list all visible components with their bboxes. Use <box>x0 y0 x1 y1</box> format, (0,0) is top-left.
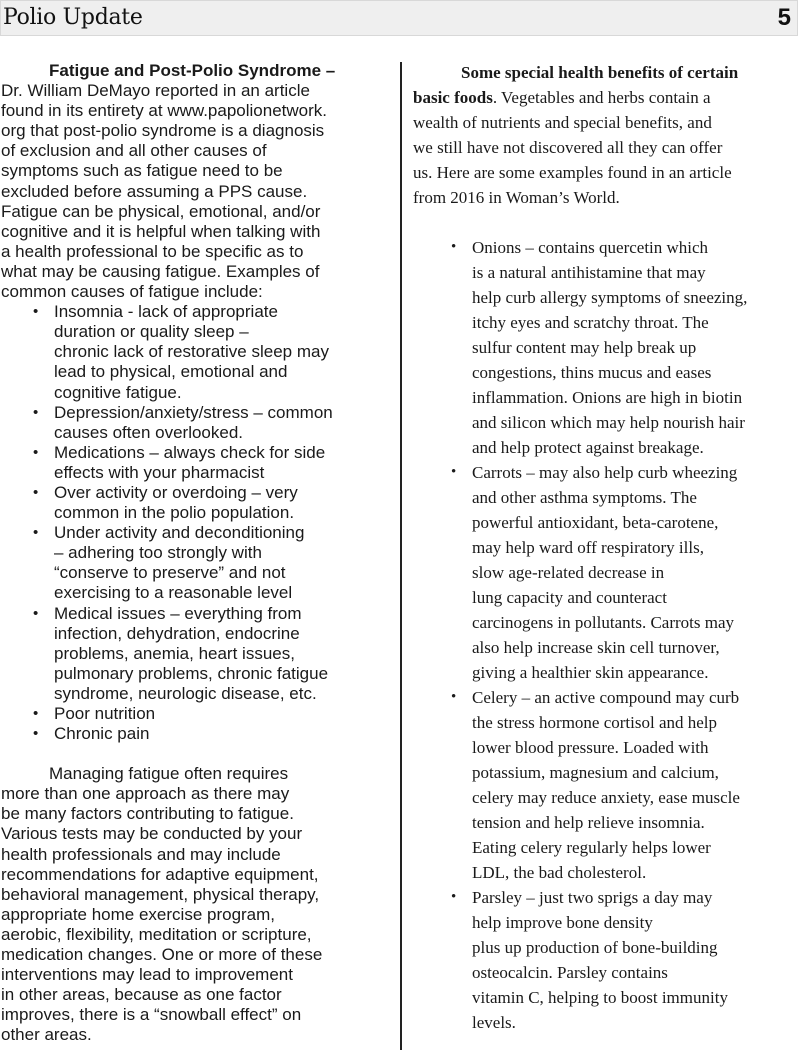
text-line: health professionals and may include <box>1 844 281 864</box>
text-line: carcinogens in pollutants. Carrots may <box>472 613 735 632</box>
text-line: of exclusion and all other causes of <box>1 141 267 161</box>
text-line: Eating celery regularly helps lower <box>472 838 711 857</box>
fatigue-cause-item <box>33 523 391 603</box>
text-line: common in the polio population. <box>54 503 295 523</box>
text-line: itchy eyes and scratchy throat. The <box>472 313 709 332</box>
text-line: in other areas, because as one factor <box>1 985 282 1005</box>
text-line: tension and help relieve insomnia. <box>472 813 705 832</box>
text-line: plus up production of bone-building <box>472 938 718 957</box>
text-line: and help protect against breakage. <box>472 438 704 457</box>
text-line: a health professional to be specific as to <box>1 241 304 261</box>
text-line: excluded before assuming a PPS cause. <box>1 181 308 201</box>
left-column <box>1 61 391 1046</box>
right-column <box>413 60 798 1035</box>
food-benefit-item <box>451 885 798 1035</box>
text-line: lead to physical, emotional and <box>54 362 288 382</box>
fatigue-cause-item <box>33 704 391 724</box>
text-line: slow age-related decrease in <box>472 563 665 582</box>
text-line: Insomnia - lack of appropriate <box>54 302 278 322</box>
text-line: Parsley – just two sprigs a day may <box>472 888 713 907</box>
foods-article-intro: Some special health benefits of certain basic foods. Vegetables and herbs contain a wealth of nutrients and special benefits, and we still have not discovered all they can offer us. Here are some examples found in an article from 2016 in Woman’s World. <box>413 63 739 207</box>
text-line: Various tests may be conducted by your <box>1 824 303 844</box>
text-line: what may be causing fatigue. Examples of <box>1 261 320 281</box>
newsletter-title: Polio Update <box>3 5 143 30</box>
text-line: may help ward off respiratory ills, <box>472 538 704 557</box>
text-line: recommendations for adaptive equipment, <box>1 864 319 884</box>
text-line: common causes of fatigue include: <box>1 282 263 302</box>
foods-benefits-list <box>413 235 798 1035</box>
food-benefit-item <box>451 235 798 460</box>
text-line: wealth of nutrients and special benefits, and <box>413 113 712 132</box>
text-line: org that post-polio syndrome is a diagnosis <box>1 121 325 141</box>
text-line: also help increase skin cell turnover, <box>472 638 720 657</box>
text-line: infection, dehydration, endocrine <box>54 623 300 643</box>
column-divider <box>400 62 402 1050</box>
text-line: help improve bone density <box>472 913 653 932</box>
page-number: 5 <box>777 4 791 31</box>
text-line: giving a healthier skin appearance. <box>472 663 709 682</box>
text-line: Depression/anxiety/stress – common <box>54 402 333 422</box>
text-line: duration or quality sleep – <box>54 322 249 342</box>
food-benefit-item <box>451 460 798 685</box>
fatigue-article-intro <box>1 61 391 302</box>
text-line: powerful antioxidant, beta-carotene, <box>472 513 719 532</box>
text-line: causes often overlooked. <box>54 422 244 442</box>
text-line: inflammation. Onions are high in biotin <box>472 388 743 407</box>
text-line: Dr. William DeMayo reported in an article <box>1 81 310 101</box>
text-line: Under activity and deconditioning <box>54 523 305 543</box>
foods-article-title: Some special health benefits of certain basic foods <box>413 63 739 107</box>
text-line: Onions – contains quercetin which <box>472 238 709 257</box>
text-line: congestions, thins mucus and eases <box>472 363 712 382</box>
text-line: Chronic pain <box>54 724 150 744</box>
text-line: other areas. <box>1 1025 92 1045</box>
fatigue-cause-item <box>33 483 391 523</box>
text-line: from 2016 in Woman’s World. <box>413 188 620 207</box>
fatigue-cause-item <box>33 443 391 483</box>
text-line: celery may reduce anxiety, ease muscle <box>472 788 740 807</box>
text-line: Medical issues – everything from <box>54 603 302 623</box>
text-line: chronic lack of restorative sleep may <box>54 342 329 362</box>
managing-fatigue-paragraph <box>1 764 391 1045</box>
text-line: LDL, the bad cholesterol. <box>472 863 647 882</box>
text-line: Managing fatigue often requires <box>49 764 289 784</box>
fatigue-article-title: Fatigue and Post-Polio Syndrome – <box>49 61 336 80</box>
fatigue-cause-item <box>33 604 391 704</box>
text-line: Celery – an active compound may curb <box>472 688 740 707</box>
text-line: Fatigue can be physical, emotional, and/or <box>1 201 321 221</box>
text-line: the stress hormone cortisol and help <box>472 713 718 732</box>
text-line: sulfur content may help break up <box>472 338 697 357</box>
fatigue-cause-item <box>33 302 391 402</box>
text-line: problems, anemia, heart issues, <box>54 643 295 663</box>
text-line: us. Here are some examples found in an article <box>413 163 732 182</box>
text-line: levels. <box>472 1013 516 1032</box>
text-line: more than one approach as there may <box>1 784 290 804</box>
fatigue-cause-item <box>33 403 391 443</box>
text-line: – adhering too strongly with <box>54 543 262 563</box>
fatigue-causes-list <box>1 302 391 744</box>
text-line: is a natural antihistamine that may <box>472 263 706 282</box>
text-line: effects with your pharmacist <box>54 462 265 482</box>
text-line: cognitive fatigue. <box>54 382 182 402</box>
text-line: and silicon which may help nourish hair <box>472 413 745 432</box>
text-line: symptoms such as fatigue need to be <box>1 161 283 181</box>
text-line: we still have not discovered all they can offer <box>413 138 723 157</box>
text-line: and other asthma symptoms. The <box>472 488 697 507</box>
text-line: appropriate home exercise program, <box>1 904 276 924</box>
text-line: syndrome, neurologic disease, etc. <box>54 683 317 703</box>
text-line: “conserve to preserve” and not <box>54 563 286 583</box>
food-benefit-item <box>451 685 798 885</box>
text-line: potassium, magnesium and calcium, <box>472 763 719 782</box>
text-line: Poor nutrition <box>54 704 156 723</box>
text-line: Medications – always check for side <box>54 442 326 462</box>
text-line: pulmonary problems, chronic fatigue <box>54 663 329 683</box>
fatigue-cause-item <box>33 724 391 744</box>
text-line: interventions may lead to improvement <box>1 965 293 985</box>
text-line: Carrots – may also help curb wheezing <box>472 463 738 482</box>
text-line: osteocalcin. Parsley contains <box>472 963 668 982</box>
text-line: Over activity or overdoing – very <box>54 482 298 502</box>
text-line: aerobic, flexibility, meditation or scripture, <box>1 924 312 944</box>
text-line: lung capacity and counteract <box>472 588 667 607</box>
text-line: exercising to a reasonable level <box>54 583 293 603</box>
text-line: medication changes. One or more of these <box>1 945 323 965</box>
text-line: behavioral management, physical therapy, <box>1 884 320 904</box>
page-header <box>0 0 798 36</box>
text-line: lower blood pressure. Loaded with <box>472 738 709 757</box>
text-line: help curb allergy symptoms of sneezing, <box>472 288 748 307</box>
text-line: found in its entirety at www.papolionetwork. <box>1 101 328 121</box>
text-line: vitamin C, helping to boost immunity <box>472 988 728 1007</box>
text-line: improves, there is a “snowball effect” on <box>1 1005 302 1025</box>
text-line: be many factors contributing to fatigue. <box>1 804 294 824</box>
text-line: cognitive and it is helpful when talking with <box>1 221 321 241</box>
